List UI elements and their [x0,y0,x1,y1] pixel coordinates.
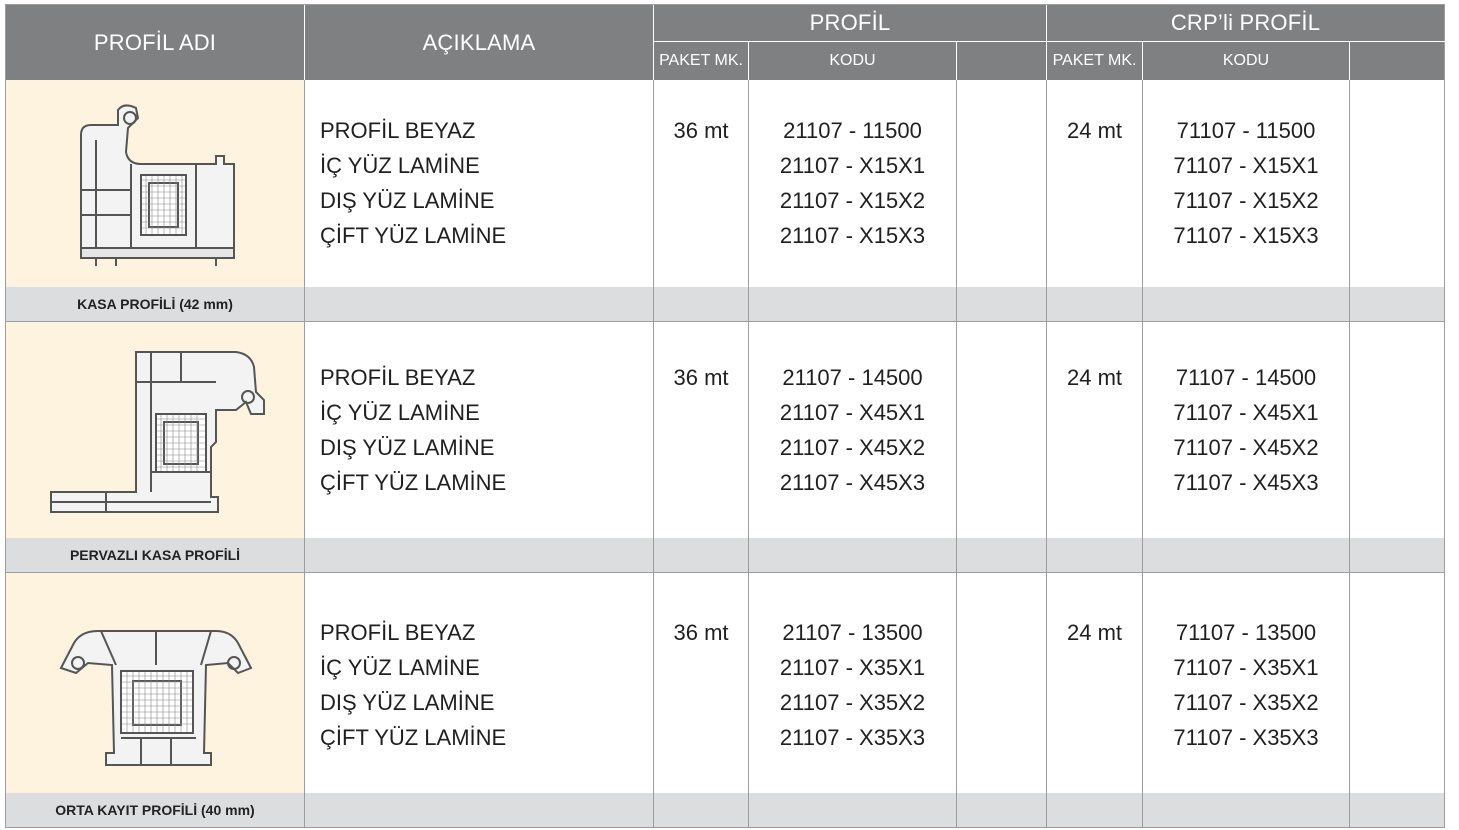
description-line: ÇİFT YÜZ LAMİNE [320,725,507,750]
code-line: 21107 - X35X2 [779,690,926,715]
description-line: PROFİL BEYAZ [320,365,476,390]
description-line: DIŞ YÜZ LAMİNE [320,188,495,213]
header-profil-code: KODU [749,42,956,80]
code-line: 71107 - X35X1 [1173,655,1319,680]
header-profil-group: PROFİL [654,5,1046,41]
code-line: 21107 - X45X1 [779,400,926,425]
code-line: 21107 - X35X3 [779,725,926,750]
row-2-profil-package: 36 mt [673,365,729,390]
description-line: İÇ YÜZ LAMİNE [320,153,480,178]
row-2-descriptions [320,360,506,500]
row-3-profil-codes [749,615,956,755]
code-line: 71107 - X15X1 [1173,153,1319,178]
row-1-crp-codes [1143,113,1349,253]
row-3-image-cell [6,573,304,793]
description-line: ÇİFT YÜZ LAMİNE [320,470,507,495]
code-line: 21107 - X15X3 [779,223,926,248]
header-description: AÇIKLAMA [305,5,653,80]
code-line: 71107 - 13500 [1175,620,1317,645]
mullion-profile-drawing [6,573,304,793]
row-2-profil-codes [749,360,956,500]
header-crp-code: KODU [1143,42,1349,80]
code-line: 21107 - X35X1 [779,655,926,680]
row-3-profil-package: 36 mt [673,620,729,645]
code-line: 71107 - X15X2 [1173,188,1319,213]
code-line: 71107 - X35X2 [1173,690,1319,715]
row-1-profil-package: 36 mt [673,118,729,143]
row-2-profile-name: PERVAZLI KASA PROFİLİ [69,547,241,563]
code-line: 71107 - X45X2 [1173,435,1319,460]
code-line: 21107 - 13500 [782,620,923,645]
description-line: DIŞ YÜZ LAMİNE [320,690,495,715]
code-line: 21107 - X15X2 [779,188,926,213]
header-crp-group: CRP’li PROFİL [1047,5,1444,41]
row-3-crp-package: 24 mt [1066,620,1123,645]
code-line: 71107 - 14500 [1175,365,1317,390]
code-line: 71107 - X45X1 [1173,400,1319,425]
header-profil-package: PAKET MK. [654,42,748,80]
row-2-crp-package: 24 mt [1066,365,1123,390]
row-3-profile-name: ORTA KAYIT PROFİLİ (40 mm) [55,802,255,818]
product-table [5,4,1445,828]
code-line: 71107 - 11500 [1176,118,1316,143]
code-line: 71107 - X45X3 [1173,470,1319,495]
code-line: 71107 - X35X3 [1173,725,1319,750]
row-1-image-cell [6,80,304,287]
code-line: 21107 - 11500 [783,118,922,143]
description-line: İÇ YÜZ LAMİNE [320,655,480,680]
row-1-descriptions [320,113,506,253]
description-line: PROFİL BEYAZ [320,118,476,143]
header-profil-empty [957,42,1046,80]
row-1-crp-package: 24 mt [1066,118,1123,143]
row-3-descriptions [320,615,506,755]
description-line: DIŞ YÜZ LAMİNE [320,435,495,460]
row-3-crp-codes [1143,615,1349,755]
flanged-frame-profile-drawing [6,322,304,538]
code-line: 21107 - X15X1 [779,153,926,178]
code-line: 21107 - 14500 [782,365,923,390]
row-1-profil-codes [749,113,956,253]
code-line: 21107 - X45X3 [779,470,926,495]
row-1-profile-name: KASA PROFİLİ (42 mm) [77,296,233,312]
description-line: PROFİL BEYAZ [320,620,476,645]
frame-profile-drawing [6,80,304,287]
row-2-crp-codes [1143,360,1349,500]
description-line: ÇİFT YÜZ LAMİNE [320,223,507,248]
code-line: 71107 - X15X3 [1173,223,1319,248]
header-profile-name: PROFİL ADI [6,5,304,80]
row-2-image-cell [6,322,304,538]
header-crp-package: PAKET MK. [1047,42,1142,80]
description-line: İÇ YÜZ LAMİNE [320,400,480,425]
header-crp-empty [1350,42,1444,80]
code-line: 21107 - X45X2 [779,435,926,460]
